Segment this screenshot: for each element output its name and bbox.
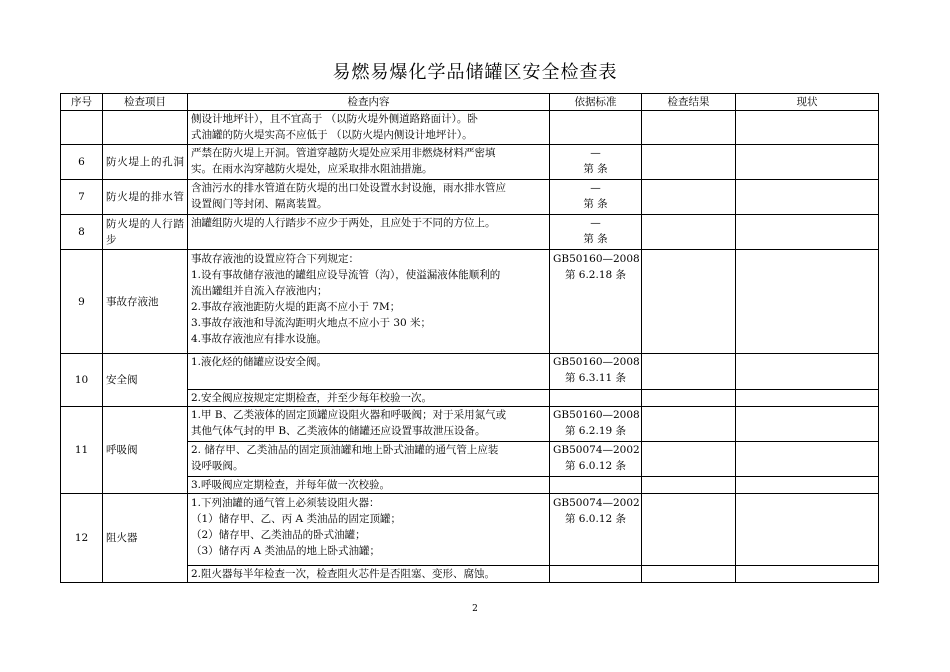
table-row	[61, 111, 879, 145]
standard-clause: 第 6.3.11 条	[564, 372, 627, 384]
check-content	[188, 390, 550, 407]
check-content	[188, 354, 550, 390]
content-line: 4.事故存液池应有排水设施。	[191, 333, 328, 345]
status-cell[interactable]	[736, 494, 879, 566]
row-number: 12	[61, 494, 103, 583]
content-line: （3）储存丙 A 类油品的地上卧式油罐；	[191, 545, 380, 557]
row-number: 11	[61, 407, 103, 494]
result-cell[interactable]	[642, 494, 736, 566]
standard-clause: 第 6.0.12 条	[564, 513, 627, 525]
content-line: 1.设有事故储存液池的罐组应设导流管（沟），使溢漏液体能顺利的	[191, 269, 501, 281]
standard-cell	[550, 407, 642, 442]
row-number: 10	[61, 354, 103, 407]
content-line: 油罐组防火堤的人行踏步不应少于两处，且应处于不同的方位上。	[191, 217, 496, 229]
content-line: 实。在雨水沟穿越防火堤处，应采取排水阻油措施。	[191, 163, 433, 175]
check-item: 阻火器	[103, 494, 188, 583]
standard-code: GB50160—2008	[553, 253, 640, 265]
check-item: 防火堤的排水管	[103, 180, 188, 215]
content-line: 2. 储存甲、乙类油品的固定顶油罐和地上卧式油罐的通气管上应装	[191, 444, 499, 456]
standard-code: GB50074—2002	[553, 497, 640, 509]
result-cell[interactable]	[642, 477, 736, 494]
content-line: 侧设计地坪计），且不宜高于 （以防火堤外侧道路路面计）。卧	[191, 113, 478, 125]
standard-cell	[550, 566, 642, 583]
check-content	[188, 145, 550, 180]
check-item: 事故存液池	[103, 250, 188, 354]
result-cell[interactable]	[642, 442, 736, 477]
content-line: 1.液化烃的储罐应设安全阀。	[191, 356, 328, 368]
check-content	[188, 442, 550, 477]
content-line: 设置阀门等封闭、隔离装置。	[191, 198, 328, 210]
content-line: 严禁在防火堤上开洞。管道穿越防火堤处应采用非燃烧材料严密填	[191, 147, 496, 159]
status-cell[interactable]	[736, 180, 879, 215]
status-cell[interactable]	[736, 250, 879, 354]
result-cell[interactable]	[642, 250, 736, 354]
content-line: 流出罐组并自流入存液池内；	[191, 285, 328, 297]
content-line: 设呼吸阀。	[191, 460, 244, 472]
standard-code: GB50074—2002	[553, 444, 640, 456]
table-row	[61, 180, 879, 215]
page-number: 2	[472, 604, 478, 614]
standard-cell	[550, 390, 642, 407]
standard-code: GB50160—2008	[553, 409, 640, 421]
content-line: 含油污水的排水管道在防火堤的出口处设置水封设施，雨水排水管应	[191, 182, 506, 194]
check-item: 安全阀	[103, 354, 188, 407]
status-cell[interactable]	[736, 566, 879, 583]
result-cell[interactable]	[642, 390, 736, 407]
content-line: 1.甲 B、乙类液体的固定顶罐应设阻火器和呼吸阀；对于采用氮气或	[191, 409, 507, 421]
standard-clause: 第 6.2.19 条	[564, 425, 627, 437]
check-item	[103, 111, 188, 145]
standard-clause: 第 条	[583, 163, 608, 175]
check-item: 防火堤上的孔洞	[103, 145, 188, 180]
header-no: 序号	[61, 94, 103, 111]
content-line: 事故存液池的设置应符合下列规定：	[191, 253, 359, 265]
header-status: 现状	[736, 94, 879, 111]
standard-cell	[550, 145, 642, 180]
table-row	[61, 407, 879, 442]
standard-clause: 第 条	[583, 233, 608, 245]
content-line: （2）储存甲、乙类油品的卧式油罐；	[191, 529, 366, 541]
standard-clause: 第 条	[583, 198, 608, 210]
content-line: 式油罐的防火堤实高不应低于 （以防火堤内侧设计地坪计）。	[191, 129, 473, 141]
result-cell[interactable]	[642, 111, 736, 145]
standard-code: —	[590, 182, 601, 194]
check-content	[188, 407, 550, 442]
check-content	[188, 180, 550, 215]
standard-cell	[550, 250, 642, 354]
check-content	[188, 215, 550, 250]
result-cell[interactable]	[642, 407, 736, 442]
status-cell[interactable]	[736, 354, 879, 390]
standard-clause: 第 6.0.12 条	[564, 460, 627, 472]
standard-cell	[550, 215, 642, 250]
result-cell[interactable]	[642, 566, 736, 583]
standard-cell	[550, 442, 642, 477]
table-row	[61, 215, 879, 250]
header-standard: 依据标准	[550, 94, 642, 111]
table-row	[61, 494, 879, 566]
status-cell[interactable]	[736, 442, 879, 477]
document-title: 易燃易爆化学品储罐区安全检查表	[332, 62, 618, 83]
check-content	[188, 566, 550, 583]
table-row	[61, 145, 879, 180]
status-cell[interactable]	[736, 145, 879, 180]
standard-cell	[550, 477, 642, 494]
status-cell[interactable]	[736, 111, 879, 145]
content-line: （1）储存甲、乙、丙 A 类油品的固定顶罐；	[191, 513, 401, 525]
standard-code: —	[590, 217, 601, 229]
check-content	[188, 111, 550, 145]
standard-cell	[550, 354, 642, 390]
table-header-row	[61, 94, 879, 111]
check-content	[188, 494, 550, 566]
content-line: 2.安全阀应按规定定期检查，并至少每年校验一次。	[191, 392, 433, 404]
row-number	[61, 111, 103, 145]
row-number: 8	[61, 215, 103, 250]
header-item: 检查项目	[103, 94, 188, 111]
inspection-table	[60, 93, 879, 583]
row-number: 9	[61, 250, 103, 354]
table-row	[61, 354, 879, 390]
header-content: 检查内容	[188, 94, 550, 111]
row-number: 7	[61, 180, 103, 215]
result-cell[interactable]	[642, 215, 736, 250]
check-item: 防火堤的人行踏步	[103, 215, 188, 250]
result-cell[interactable]	[642, 145, 736, 180]
standard-cell	[550, 180, 642, 215]
check-item: 呼吸阀	[103, 407, 188, 494]
row-number: 6	[61, 145, 103, 180]
status-cell[interactable]	[736, 407, 879, 442]
check-content	[188, 250, 550, 354]
content-line: 1.下列油罐的通气管上必须装设阻火器：	[191, 497, 380, 509]
result-cell[interactable]	[642, 180, 736, 215]
standard-code: —	[590, 147, 601, 159]
standard-cell	[550, 494, 642, 566]
standard-code: GB50160—2008	[553, 356, 640, 368]
status-cell[interactable]	[736, 477, 879, 494]
content-line: 2.阻火器每半年检查一次，检查阻火芯件是否阻塞、变形、腐蚀。	[191, 568, 496, 580]
status-cell[interactable]	[736, 390, 879, 407]
content-line: 其他气体气封的甲 B、乙类液体的储罐还应设置事故泄压设备。	[191, 425, 486, 437]
check-content	[188, 477, 550, 494]
content-line: 3.事故存液池和导流沟距明火地点不应小于 30 米；	[191, 317, 432, 329]
status-cell[interactable]	[736, 215, 879, 250]
content-line: 3.呼吸阀应定期检查，并每年做一次校验。	[191, 479, 391, 491]
result-cell[interactable]	[642, 354, 736, 390]
standard-cell	[550, 111, 642, 145]
table-row	[61, 250, 879, 354]
header-result: 检查结果	[642, 94, 736, 111]
standard-clause: 第 6.2.18 条	[564, 269, 627, 281]
content-line: 2.事故存液池距防火堤的距离不应小于 7M；	[191, 301, 401, 313]
